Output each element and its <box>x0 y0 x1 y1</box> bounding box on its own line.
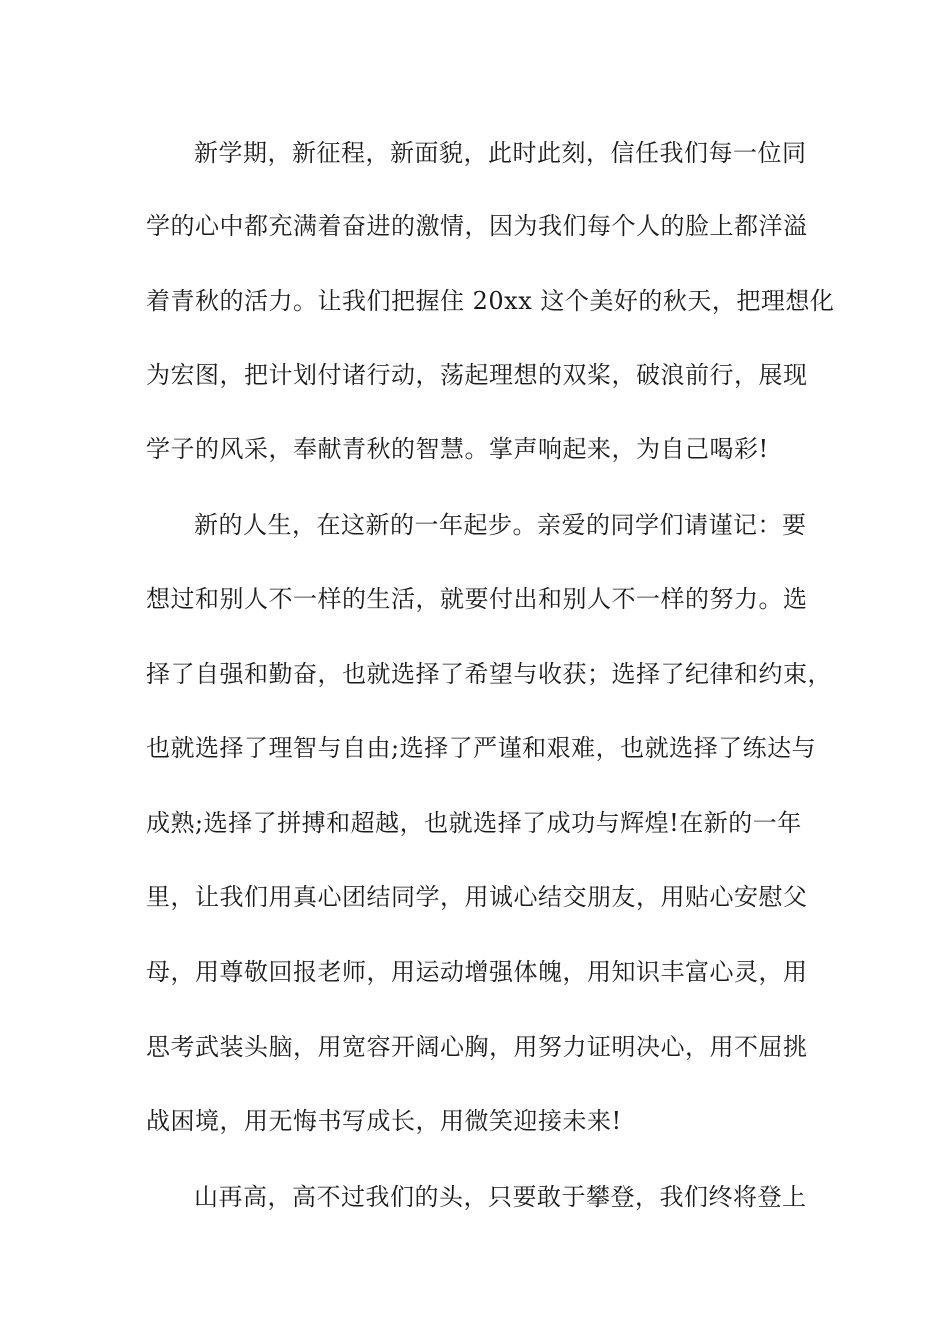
paragraph-2-line-6: 里，让我们用真心团结同学，用诚心结交朋友，用贴心安慰父 <box>146 883 808 911</box>
paragraph-2-line-1: 新的人生，在这新的一年起步。亲爱的同学们请谨记：要 <box>194 511 807 539</box>
paragraph-1-line-2: 学的心中都充满着奋进的激情，因为我们每个人的脸上都洋溢 <box>146 212 808 240</box>
paragraph-2-line-5: 成熟;选择了拼搏和超越，也就选择了成功与辉煌!在新的一年 <box>146 809 802 837</box>
paragraph-2-line-7: 母，用尊敬回报老师，用运动增强体魄，用知识丰富心灵，用 <box>146 958 808 986</box>
paragraph-3-line-1: 山再高，高不过我们的头，只要敢于攀登，我们终将登上 <box>194 1183 807 1211</box>
paragraph-1-line-4: 为宏图，把计划付诸行动，荡起理想的双桨，破浪前行，展现 <box>146 361 808 389</box>
paragraph-1-line-3: 着青秋的活力。让我们把握住 20xx 这个美好的秋天，把理想化 <box>146 287 835 315</box>
paragraph-2-line-8: 思考武装头脑，用宽容开阔心胸，用努力证明决心，用不屈挑 <box>146 1033 808 1061</box>
paragraph-2-line-3: 择了自强和勤奋，也就选择了希望与收获；选择了纪律和约束， <box>146 660 832 688</box>
paragraph-2-line-9: 战困境，用无悔书写成长，用微笑迎接未来! <box>146 1107 622 1135</box>
paragraph-1-line-5: 学子的风采，奉献青秋的智慧。掌声响起来，为自己喝彩! <box>146 435 769 463</box>
paragraph-1-line-1: 新学期，新征程，新面貌，此时此刻，信任我们每一位同 <box>194 139 807 167</box>
paragraph-2-line-4: 也就选择了理智与自由;选择了严谨和艰难，也就选择了练达与 <box>146 734 817 762</box>
paragraph-2-line-2: 想过和别人不一样的生活，就要付出和别人不一样的努力。选 <box>146 585 808 613</box>
